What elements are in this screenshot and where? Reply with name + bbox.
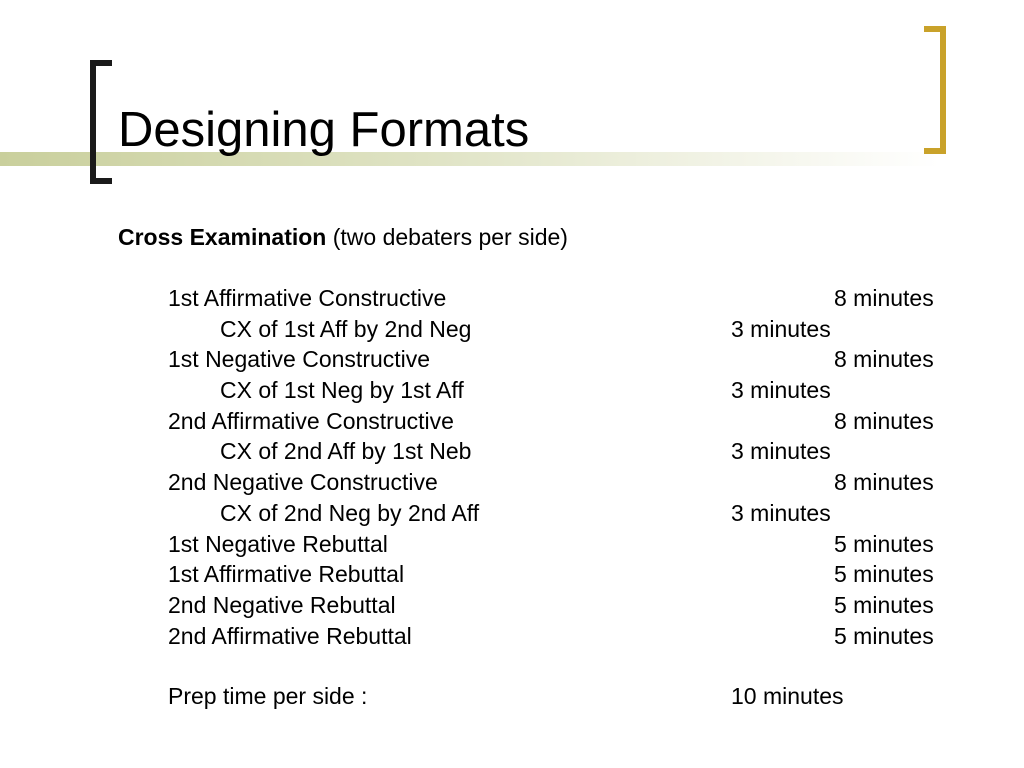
speech-label: 2nd Affirmative Rebuttal <box>168 622 412 649</box>
speech-label: 2nd Negative Constructive <box>168 469 438 496</box>
left-bracket-decoration <box>90 60 112 184</box>
speech-row <box>118 406 978 437</box>
speech-row <box>118 344 978 375</box>
speech-time: 8 minutes <box>834 407 934 434</box>
spacer <box>118 651 978 681</box>
speech-time: 8 minutes <box>834 469 934 496</box>
speech-time: 3 minutes <box>731 438 831 465</box>
speech-label: 1st Negative Constructive <box>168 346 431 373</box>
speech-time: 3 minutes <box>731 377 831 404</box>
spacer <box>118 253 978 283</box>
speech-label: CX of 1st Aff by 2nd Neg <box>220 315 472 342</box>
slide-body <box>118 222 978 712</box>
speech-row <box>118 436 978 467</box>
speech-row <box>118 621 978 652</box>
speech-row <box>118 314 978 345</box>
speech-time: 5 minutes <box>834 622 934 649</box>
speech-label: 1st Negative Rebuttal <box>168 530 388 557</box>
speech-label: CX of 2nd Neg by 2nd Aff <box>220 499 480 526</box>
speech-label: 1st Affirmative Rebuttal <box>168 561 405 588</box>
speech-time: 8 minutes <box>834 285 934 311</box>
speech-time: 3 minutes <box>731 315 831 342</box>
speech-list <box>118 283 978 651</box>
slide-title: Designing Formats <box>118 103 530 157</box>
prep-time-label: Prep time per side : <box>168 683 368 710</box>
speech-row <box>118 559 978 590</box>
speech-time: 3 minutes <box>731 499 831 526</box>
speech-row <box>118 498 978 529</box>
speech-label: 2nd Affirmative Constructive <box>168 407 454 434</box>
prep-time-value: 10 minutes <box>731 683 844 710</box>
format-note: (two debaters per side) <box>326 224 568 250</box>
speech-row <box>118 590 978 621</box>
speech-label: 2nd Negative Rebuttal <box>168 591 396 618</box>
speech-row <box>118 529 978 560</box>
speech-label: 1st Affirmative Constructive <box>168 285 447 311</box>
speech-label: CX of 2nd Aff by 1st Neb <box>220 438 472 465</box>
speech-row <box>118 283 978 314</box>
format-heading <box>118 222 978 253</box>
speech-time: 5 minutes <box>834 530 934 557</box>
speech-row <box>118 467 978 498</box>
format-name: Cross Examination <box>118 224 327 250</box>
speech-label: CX of 1st Neg by 1st Aff <box>220 377 464 404</box>
speech-time: 5 minutes <box>834 591 934 618</box>
speech-time: 5 minutes <box>834 561 934 588</box>
speech-time: 8 minutes <box>834 346 934 373</box>
speech-row <box>118 375 978 406</box>
right-bracket-decoration <box>924 26 946 154</box>
prep-time-row <box>118 681 978 712</box>
